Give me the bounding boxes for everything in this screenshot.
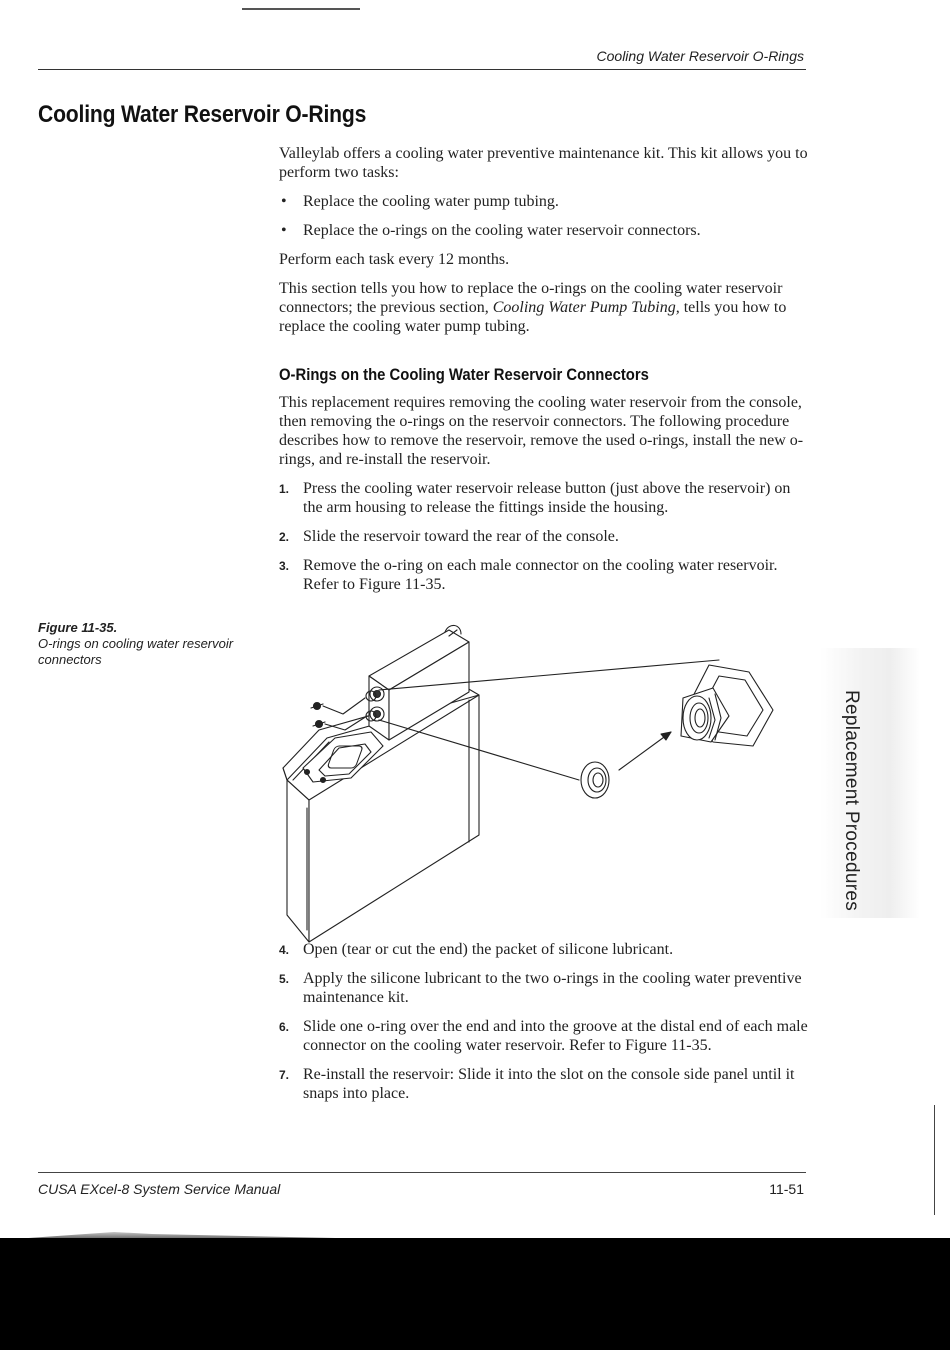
section-heading: O-Rings on the Cooling Water Reservoir Connectors xyxy=(279,366,649,384)
scan-shadow xyxy=(0,1238,950,1350)
step-number: 1. xyxy=(279,482,290,496)
step-text: Remove the o-ring on each male connector on the cooling water reservoir. Refer to Figure 11-35. xyxy=(303,557,778,593)
scope-text-start: This section tells you how to replace the o-rings on the cooling water reservoir connectors; the previous section, xyxy=(279,280,783,316)
step-number: 4. xyxy=(279,943,290,957)
task-text: Replace the o-rings on the cooling water reservoir connectors. xyxy=(303,222,701,239)
procedure-step xyxy=(279,1065,809,1103)
task-text: Replace the cooling water pump tubing. xyxy=(303,193,559,210)
section-tab-label: Replacement Procedures xyxy=(841,690,862,911)
step-number: 6. xyxy=(279,1020,290,1034)
magnified-oring xyxy=(581,762,609,798)
step-text: Slide one o-ring over the end and into the groove at the distal end of each male connector on the cooling water reservoir. Refer to Figure 11-35. xyxy=(303,1018,808,1054)
bullet-icon: • xyxy=(281,222,287,239)
manual-title: CUSA EXcel-8 System Service Manual xyxy=(38,1181,281,1197)
bullet-icon: • xyxy=(281,193,287,210)
procedure-step xyxy=(279,969,809,1007)
intro-paragraph: Valleylab offers a cooling water preventive maintenance kit. This kit allows you to perform two tasks: xyxy=(279,145,808,181)
page-title: Cooling Water Reservoir O-Rings xyxy=(38,101,367,128)
magnified-connector xyxy=(681,665,773,746)
procedure-steps-2 xyxy=(279,940,809,1103)
step-text: Press the cooling water reservoir release button (just above the reservoir) on the arm housing to release the fittings inside the housing. xyxy=(303,480,791,516)
reservoir-oring-diagram xyxy=(279,620,809,950)
figure-illustration xyxy=(279,620,809,950)
scope-paragraph xyxy=(279,279,809,336)
step-number: 3. xyxy=(279,559,290,573)
step-number: 2. xyxy=(279,530,290,544)
figure-caption xyxy=(38,620,258,668)
running-header: Cooling Water Reservoir O-Rings xyxy=(596,48,804,64)
procedure-step xyxy=(279,1017,809,1055)
section-paragraph: This replacement requires removing the cooling water reservoir from the console, then removing the o-rings on the reservoir connectors. The following procedure describes how to remove the reservoir, remove the used o-rings, install the new o-rings, and re-install the reservoir. xyxy=(279,394,804,468)
figure-number: Figure 11-35. xyxy=(38,620,118,635)
step-text: Open (tear or cut the end) the packet of silicone lubricant. xyxy=(303,941,674,958)
task-item xyxy=(279,192,809,211)
step-text: Re-install the reservoir: Slide it into the slot on the console side panel until it snaps into place. xyxy=(303,1066,795,1102)
step-text: Slide the reservoir toward the rear of the console. xyxy=(303,528,619,545)
task-list xyxy=(279,192,809,240)
step-text: Apply the silicone lubricant to the two o-rings in the cooling water preventive maintenance kit. xyxy=(303,970,802,1006)
step-number: 5. xyxy=(279,972,290,986)
frequency-paragraph: Perform each task every 12 months. xyxy=(279,251,510,268)
procedure-step xyxy=(279,479,809,517)
step-number: 7. xyxy=(279,1068,290,1082)
cross-reference: Cooling Water Pump Tubing, xyxy=(492,299,680,316)
footer-rule xyxy=(38,1172,806,1173)
procedure-step xyxy=(279,556,809,594)
header-rule xyxy=(38,69,806,70)
figure-caption-text: O-rings on cooling water reservoir connectors xyxy=(38,636,234,667)
scan-mark xyxy=(242,8,360,10)
page-number: 11-51 xyxy=(769,1181,804,1197)
side-tab-background xyxy=(820,648,920,918)
scan-edge-line xyxy=(934,1105,935,1215)
scope-text-end: tells you how to replace the cooling water pump tubing. xyxy=(279,299,787,335)
task-item xyxy=(279,221,809,240)
procedure-steps-1 xyxy=(279,479,809,594)
procedure-step xyxy=(279,527,809,546)
